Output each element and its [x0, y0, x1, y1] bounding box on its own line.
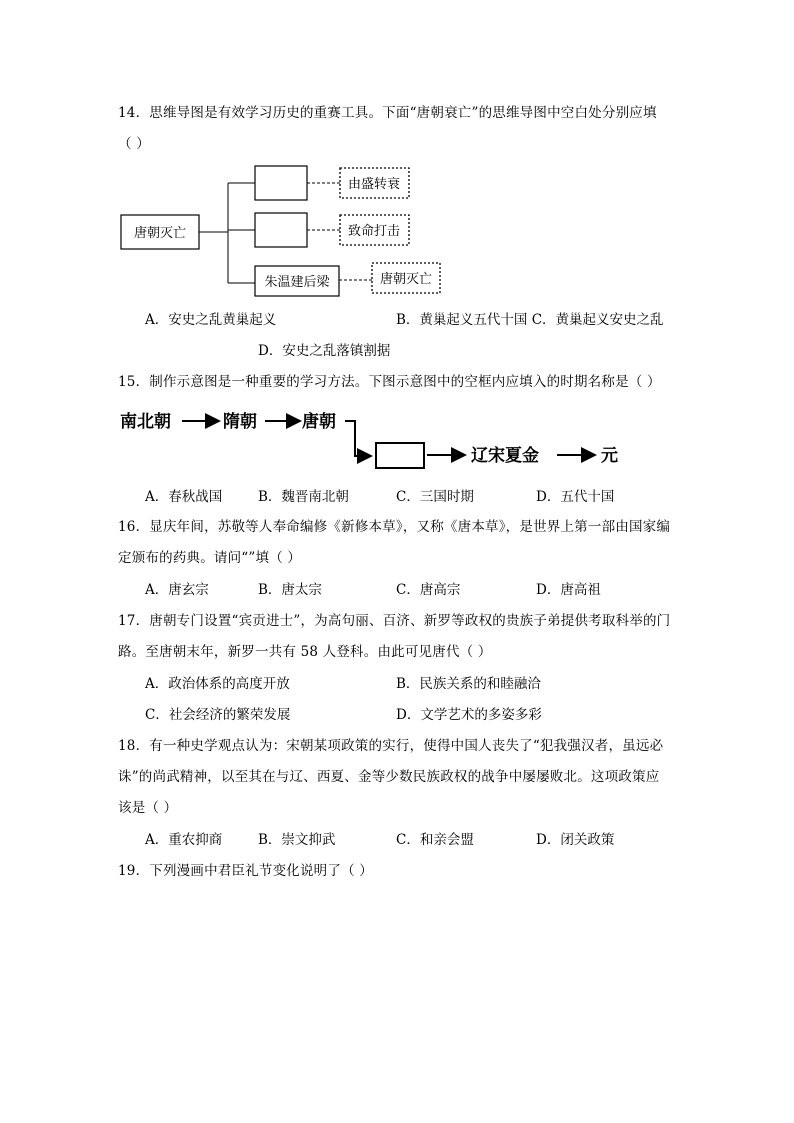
mind-map-outcome-label-1: 由盛转衰: [347, 177, 401, 192]
mind-map-outcome-label-3: 唐朝灭亡: [379, 272, 433, 287]
q17-stem-line2: 路。至唐朝末年，新罗一共有 58 人登科。由此可见唐代（ ）: [118, 644, 492, 660]
q15-option-a[interactable]: A．春秋战国: [145, 489, 223, 505]
q15-option-d[interactable]: D．五代十国: [536, 489, 615, 505]
q16-option-c[interactable]: C．唐高宗: [396, 582, 461, 598]
q17-stem-line1: 17．唐朝专门设置“宾贡进士”，为高句丽、百济、新罗等政权的贵族子弟提供考取科举的门: [118, 613, 671, 629]
q14-mind-map: [115, 160, 433, 300]
q14-stem-line2: （ ）: [118, 136, 150, 152]
flow-node-3: 唐朝: [302, 412, 336, 432]
mind-map-branch-label-3: 朱温建后梁: [264, 275, 330, 290]
q15-flow-diagram: [115, 400, 635, 472]
q18-stem-line3: 该是（ ）: [118, 800, 178, 816]
mind-map-root-label: 唐朝灭亡: [133, 226, 187, 241]
q14-stem-line1: 14．思维导图是有效学习历史的重赛工具。下面“唐朝衰亡”的思维导图中空白处分别应填: [118, 105, 657, 121]
flow-node-4: 辽宋夏金: [471, 446, 539, 466]
q18-stem-line1: 18．有一种史学观点认为：宋朝某项政策的实行，使得中国人丧失了“犯我强汉者，虽远必: [118, 738, 664, 754]
q18-option-c[interactable]: C．和亲会盟: [396, 832, 474, 848]
q17-option-a[interactable]: A．政治体系的高度开放: [145, 676, 290, 692]
mind-map-outcome-label-2: 致命打击: [347, 224, 401, 239]
q18-option-d[interactable]: D．闭关政策: [536, 832, 615, 848]
q17-option-d[interactable]: D．文学艺术的多姿多彩: [396, 707, 542, 723]
flow-node-2: 隋朝: [223, 412, 257, 432]
mind-map-blank-box-2: [255, 213, 307, 247]
q14-option-a[interactable]: A．安史之乱黄巢起义: [145, 312, 277, 328]
q19-stem-line1: 19．下列漫画中君臣礼节变化说明了（ ）: [118, 863, 373, 879]
q16-stem-line2: 定颁布的药典。请问“”填（ ）: [118, 550, 302, 566]
q15-stem-line1: 15．制作示意图是一种重要的学习方法。下图示意图中的空框内应填入的时期名称是（ ）: [118, 374, 661, 390]
q15-option-b[interactable]: B．魏晋南北朝: [258, 489, 349, 505]
q16-option-d[interactable]: D．唐高祖: [536, 582, 601, 598]
flow-node-5: 元: [601, 446, 618, 466]
flow-node-1: 南北朝: [120, 412, 171, 432]
q18-option-a[interactable]: A．重农抑商: [145, 832, 223, 848]
mind-map-blank-box-1: [255, 166, 307, 200]
q16-option-b[interactable]: B．唐太宗: [258, 582, 322, 598]
q14-option-b-c[interactable]: B．黄巢起义五代十国 C．黄巢起义安史之乱: [396, 312, 664, 328]
q16-option-a[interactable]: A．唐玄宗: [145, 582, 209, 598]
q17-option-c[interactable]: C．社会经济的繁荣发展: [145, 707, 291, 723]
q16-stem-line1: 16．显庆年间，苏敬等人奉命编修《新修本草》，又称《唐本草》，是世界上第一部由国家编: [118, 519, 671, 535]
flow-blank-box: [376, 443, 424, 468]
q15-option-c[interactable]: C．三国时期: [396, 489, 474, 505]
q18-option-b[interactable]: B．崇文抑武: [258, 832, 336, 848]
q18-stem-line2: 诛”的尚武精神，以至其在与辽、西夏、金等少数民族政权的战争中屡屡败北。这项政策应: [118, 769, 660, 785]
q14-option-d[interactable]: D．安史之乱落镇割据: [258, 343, 391, 359]
q17-option-b[interactable]: B．民族关系的和睦融洽: [396, 676, 541, 692]
